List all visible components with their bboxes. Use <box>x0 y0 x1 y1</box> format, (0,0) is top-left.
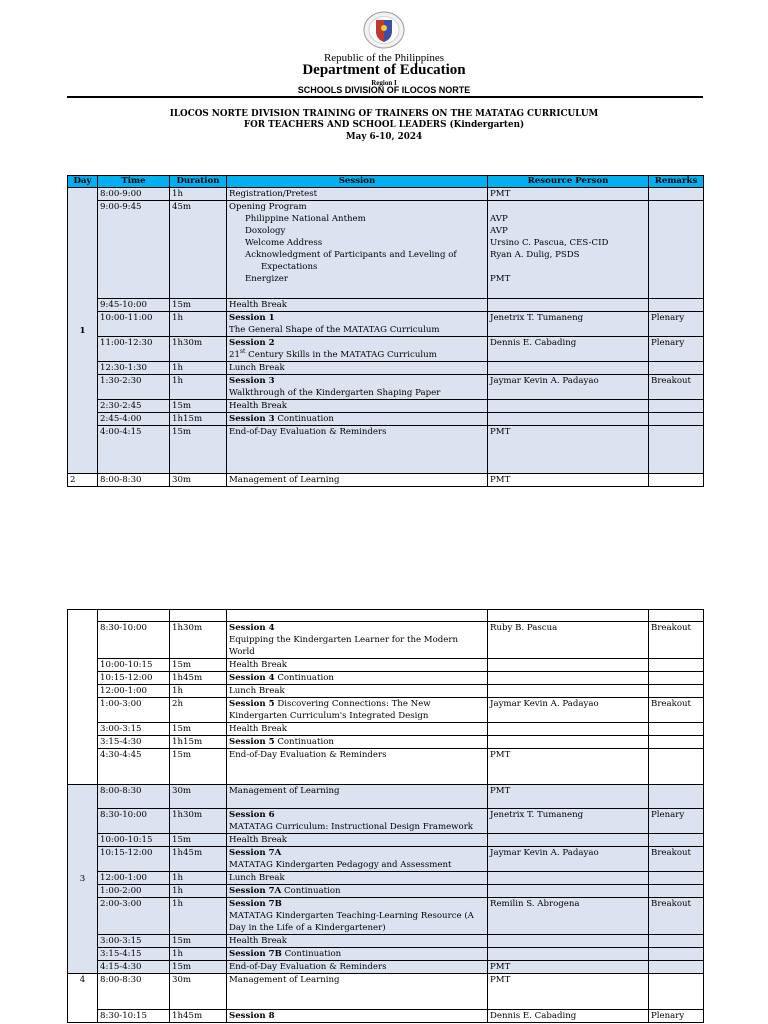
session-number: Session 7A <box>229 886 282 896</box>
session-number: Session 5 <box>229 699 275 709</box>
remarks-cell <box>649 736 704 749</box>
table-row <box>68 312 704 337</box>
time-cell: 11:00-12:30 <box>98 337 170 362</box>
person-cell: PMT <box>488 188 649 201</box>
duration-cell: 1h <box>170 885 227 898</box>
opening-item: Philippine National Anthem <box>245 214 366 224</box>
day-cell-continuation <box>68 610 98 785</box>
table-row <box>68 961 704 974</box>
col-day: Day <box>68 176 98 188</box>
ordinal-suffix: st <box>239 348 246 356</box>
schedule-table-page1 <box>67 175 704 487</box>
time-cell: 4:30-4:45 <box>98 749 170 785</box>
person-cell: PMT <box>488 426 649 474</box>
table-row <box>68 809 704 834</box>
remarks-cell <box>649 299 704 312</box>
time-cell: 10:00-10:15 <box>98 659 170 672</box>
schedule-table-page2 <box>67 609 704 1023</box>
time-cell: 10:15-12:00 <box>98 847 170 872</box>
duration-cell: 1h30m <box>170 337 227 362</box>
session-cell: Management of Learning <box>227 785 488 809</box>
day-cell: 2 <box>68 474 98 487</box>
doc-title-date: May 6-10, 2024 <box>345 132 423 142</box>
time-cell: 2:30-2:45 <box>98 400 170 413</box>
session-cell <box>227 337 488 362</box>
person-cell: Jaymar Kevin A. Padayao <box>488 698 649 723</box>
remarks-cell: Plenary <box>649 809 704 834</box>
duration-cell: 1h <box>170 375 227 400</box>
session-cell <box>227 413 488 426</box>
time-cell: 12:00-1:00 <box>98 872 170 885</box>
doc-title-line2: FOR TEACHERS AND SCHOOL LEADERS (Kindergarten) <box>243 120 525 130</box>
session-title-text: Century Skills in the MATATAG Curriculum <box>248 350 437 360</box>
session-cell: Health Break <box>227 723 488 736</box>
remarks-cell <box>649 723 704 736</box>
person-cell: Jaymar Kevin A. Padayao <box>488 375 649 400</box>
duration-cell: 15m <box>170 426 227 474</box>
table-row <box>68 749 704 785</box>
session-cell: Health Break <box>227 834 488 847</box>
remarks-cell <box>649 474 704 487</box>
person-cell <box>488 362 649 375</box>
remarks-cell: Plenary <box>649 337 704 362</box>
remarks-cell <box>649 400 704 413</box>
duration-cell: 1h45m <box>170 672 227 685</box>
session-cell: Health Break <box>227 935 488 948</box>
person-cell <box>488 659 649 672</box>
remarks-cell <box>649 961 704 974</box>
session-number: Session 7B <box>229 949 282 959</box>
session-cell: End-of-Day Evaluation & Reminders <box>227 961 488 974</box>
table-row <box>68 785 704 809</box>
table-row <box>68 413 704 426</box>
col-resource-person: Resource Person <box>488 176 649 188</box>
remarks-cell <box>649 834 704 847</box>
session-cell <box>227 885 488 898</box>
session-cell <box>227 847 488 872</box>
session-cell <box>227 312 488 337</box>
session-number: Session 3 <box>229 414 275 424</box>
table-header-row <box>68 176 704 188</box>
remarks-cell <box>649 749 704 785</box>
table-row <box>68 847 704 872</box>
session-title: The General Shape of the MATATAG Curriculum <box>229 325 440 335</box>
department-name: Department of Education <box>302 62 466 78</box>
table-row <box>68 299 704 312</box>
duration-cell: 1h15m <box>170 413 227 426</box>
opening-item: Doxology <box>245 226 286 236</box>
session-number: Session 4 <box>229 623 275 633</box>
time-cell: 1:00-3:00 <box>98 698 170 723</box>
session-cell: Health Break <box>227 659 488 672</box>
session-cell: Health Break <box>227 299 488 312</box>
session-number: Session 3 <box>229 376 275 386</box>
opening-person: PMT <box>490 274 511 284</box>
person-cell <box>488 935 649 948</box>
table-row <box>68 723 704 736</box>
session-cell: End-of-Day Evaluation & Reminders <box>227 426 488 474</box>
table-row <box>68 834 704 847</box>
session-title: Continuation <box>283 886 341 896</box>
time-cell: 10:15-12:00 <box>98 672 170 685</box>
duration-cell: 15m <box>170 659 227 672</box>
table-row <box>68 400 704 413</box>
session-number: Session 2 <box>229 338 275 348</box>
session-number: Session 4 <box>229 673 275 683</box>
table-row <box>68 622 704 659</box>
remarks-cell: Breakout <box>649 698 704 723</box>
session-cell: Registration/Pretest <box>227 188 488 201</box>
session-cell <box>227 622 488 659</box>
duration-cell: 2h <box>170 698 227 723</box>
remarks-cell: Breakout <box>649 898 704 935</box>
col-duration: Duration <box>170 176 227 188</box>
session-title: MATATAG Kindergarten Pedagogy and Assessment <box>229 860 452 870</box>
session-cell: Health Break <box>227 400 488 413</box>
remarks-cell: Breakout <box>649 375 704 400</box>
remarks-cell: Breakout <box>649 622 704 659</box>
person-cell: Dennis E. Cabading <box>488 337 649 362</box>
duration-cell: 1h <box>170 948 227 961</box>
duration-cell: 1h <box>170 312 227 337</box>
time-cell: 2:45-4:00 <box>98 413 170 426</box>
session-cell <box>227 698 488 723</box>
person-cell <box>488 672 649 685</box>
person-cell: Jenetrix T. Tumaneng <box>488 312 649 337</box>
table-row <box>68 935 704 948</box>
duration-cell: 1h <box>170 898 227 935</box>
time-cell: 8:00-8:30 <box>98 474 170 487</box>
time-cell: 1:00-2:00 <box>98 885 170 898</box>
duration-cell: 1h <box>170 362 227 375</box>
table-row <box>68 885 704 898</box>
remarks-cell <box>649 188 704 201</box>
person-cell: PMT <box>488 474 649 487</box>
duration-cell: 1h <box>170 685 227 698</box>
table-row <box>68 898 704 935</box>
duration-cell: 1h30m <box>170 622 227 659</box>
table-row <box>68 948 704 961</box>
remarks-cell <box>649 201 704 299</box>
session-title: Continuation <box>277 414 334 424</box>
session-title: Equipping the Kindergarten Learner for the Modern World <box>229 635 459 657</box>
session-cell <box>227 201 488 299</box>
duration-cell: 15m <box>170 749 227 785</box>
duration-cell: 15m <box>170 299 227 312</box>
remarks-cell: Plenary <box>649 1010 704 1023</box>
remarks-cell <box>649 426 704 474</box>
person-cell: PMT <box>488 961 649 974</box>
duration-cell: 30m <box>170 974 227 1010</box>
duration-cell: 1h30m <box>170 809 227 834</box>
day-cell: 3 <box>68 785 98 974</box>
remarks-cell <box>649 659 704 672</box>
person-cell <box>488 201 649 299</box>
session-cell <box>227 948 488 961</box>
remarks-cell <box>649 685 704 698</box>
session-cell: Session 8 <box>227 1010 488 1023</box>
session-number: Session 7A <box>229 848 282 858</box>
session-cell <box>227 375 488 400</box>
time-cell: 9:00-9:45 <box>98 201 170 299</box>
table-row <box>68 659 704 672</box>
person-cell: Remilin S. Abrogena <box>488 898 649 935</box>
opening-person: AVP <box>490 226 508 236</box>
person-cell <box>488 723 649 736</box>
duration-cell: 15m <box>170 834 227 847</box>
division-name: SCHOOLS DIVISION OF ILOCOS NORTE <box>297 85 471 95</box>
time-cell: 8:00-8:30 <box>98 974 170 1010</box>
table-row <box>68 474 704 487</box>
col-remarks: Remarks <box>649 176 704 188</box>
region-line: Region I <box>371 79 397 87</box>
duration-cell: 1h <box>170 872 227 885</box>
remarks-cell <box>649 672 704 685</box>
table-row <box>68 1010 704 1023</box>
table-row <box>68 375 704 400</box>
time-cell: 3:00-3:15 <box>98 723 170 736</box>
session-cell: End-of-Day Evaluation & Reminders <box>227 749 488 785</box>
person-cell <box>488 736 649 749</box>
duration-cell: 1h45m <box>170 847 227 872</box>
person-cell <box>488 834 649 847</box>
session-title: Continuation <box>284 949 342 959</box>
session-cell: Lunch Break <box>227 685 488 698</box>
duration-cell: 30m <box>170 785 227 809</box>
remarks-cell <box>649 413 704 426</box>
remarks-cell: Breakout <box>649 847 704 872</box>
time-cell: 4:00-4:15 <box>98 426 170 474</box>
table-row <box>68 736 704 749</box>
day-cell: 1 <box>68 188 98 474</box>
day-cell: 4 <box>68 974 98 1023</box>
table-row <box>68 974 704 1010</box>
person-cell <box>488 413 649 426</box>
time-cell: 10:00-11:00 <box>98 312 170 337</box>
remarks-cell <box>649 885 704 898</box>
remarks-cell <box>649 948 704 961</box>
opening-person: AVP <box>490 214 508 224</box>
opening-item: Acknowledgment of Participants and Leveling of <box>245 250 457 260</box>
col-session: Session <box>227 176 488 188</box>
header-divider <box>67 96 703 98</box>
duration-cell: 15m <box>170 961 227 974</box>
table-row <box>68 337 704 362</box>
session-number: Session 7B <box>229 899 282 909</box>
table-row <box>68 362 704 375</box>
person-cell <box>488 872 649 885</box>
duration-cell: 15m <box>170 935 227 948</box>
time-cell: 1:30-2:30 <box>98 375 170 400</box>
republic-line: Republic of the Philippines <box>323 52 445 64</box>
duration-cell: 15m <box>170 400 227 413</box>
time-cell: 4:15-4:30 <box>98 961 170 974</box>
table-row <box>68 872 704 885</box>
person-cell <box>488 685 649 698</box>
session-title: Discovering Connections: The New Kindergarten Curriculum's Integrated Design <box>229 699 431 721</box>
session-cell: Management of Learning <box>227 974 488 1010</box>
time-cell: 3:15-4:15 <box>98 948 170 961</box>
session-cell: Lunch Break <box>227 872 488 885</box>
time-cell: 8:30-10:00 <box>98 622 170 659</box>
session-cell <box>227 736 488 749</box>
session-number: Session 6 <box>229 810 275 820</box>
deped-seal-logo <box>359 11 409 49</box>
remarks-cell <box>649 935 704 948</box>
remarks-cell <box>649 872 704 885</box>
session-cell: Management of Learning <box>227 474 488 487</box>
session-title: Continuation <box>277 737 334 747</box>
duration-cell: 15m <box>170 723 227 736</box>
doc-title-line1: ILOCOS NORTE DIVISION TRAINING OF TRAINERS ON THE MATATAG CURRICULUM <box>169 109 599 119</box>
ordinal-number: 21 <box>229 350 240 360</box>
session-number: Session 1 <box>229 313 275 323</box>
duration-cell: 1h45m <box>170 1010 227 1023</box>
table-row <box>68 672 704 685</box>
remarks-cell <box>649 785 704 809</box>
table-row <box>68 685 704 698</box>
time-cell: 9:45-10:00 <box>98 299 170 312</box>
remarks-cell <box>649 362 704 375</box>
session-title: MATATAG Kindergarten Teaching-Learning Resource (A Day in the Life of a Kindergartener) <box>229 911 474 933</box>
session-cell: Lunch Break <box>227 362 488 375</box>
person-cell: PMT <box>488 974 649 1010</box>
session-title: MATATAG Curriculum: Instructional Design Framework <box>229 822 474 832</box>
person-cell: PMT <box>488 749 649 785</box>
table-row <box>68 426 704 474</box>
opening-item: Energizer <box>245 274 288 284</box>
duration-cell: 45m <box>170 201 227 299</box>
session-cell <box>227 898 488 935</box>
person-cell <box>488 885 649 898</box>
table-row <box>68 188 704 201</box>
opening-program-title: Opening Program <box>229 202 307 212</box>
person-cell: Ruby B. Pascua <box>488 622 649 659</box>
time-cell: 8:00-9:00 <box>98 188 170 201</box>
session-cell <box>227 672 488 685</box>
session-number: Session 5 <box>229 737 275 747</box>
person-cell <box>488 400 649 413</box>
opening-person: Ursino C. Pascua, CES-CID <box>490 238 609 248</box>
duration-cell: 30m <box>170 474 227 487</box>
time-cell: 2:00-3:00 <box>98 898 170 935</box>
opening-item: Expectations <box>261 262 318 272</box>
person-cell: Jaymar Kevin A. Padayao <box>488 847 649 872</box>
time-cell: 3:00-3:15 <box>98 935 170 948</box>
time-cell: 8:00-8:30 <box>98 785 170 809</box>
session-title <box>229 349 485 361</box>
remarks-cell <box>649 974 704 1010</box>
person-cell: PMT <box>488 785 649 809</box>
time-cell: 12:00-1:00 <box>98 685 170 698</box>
time-cell: 3:15-4:30 <box>98 736 170 749</box>
session-title: Continuation <box>277 673 334 683</box>
person-cell <box>488 299 649 312</box>
table-row <box>68 610 704 622</box>
person-cell: Dennis E. Cabading <box>488 1010 649 1023</box>
session-cell <box>227 809 488 834</box>
col-time: Time <box>98 176 170 188</box>
table-row <box>68 698 704 723</box>
duration-cell: 1h <box>170 188 227 201</box>
opening-person: Ryan A. Dulig, PSDS <box>490 250 580 260</box>
duration-cell: 1h15m <box>170 736 227 749</box>
time-cell: 8:30-10:00 <box>98 809 170 834</box>
opening-item: Welcome Address <box>245 238 323 248</box>
table-row <box>68 201 704 299</box>
time-cell: 8:30-10:15 <box>98 1010 170 1023</box>
remarks-cell: Plenary <box>649 312 704 337</box>
time-cell: 12:30-1:30 <box>98 362 170 375</box>
person-cell: Jenetrix T. Tumaneng <box>488 809 649 834</box>
time-cell: 10:00-10:15 <box>98 834 170 847</box>
session-title: Walkthrough of the Kindergarten Shaping Paper <box>229 388 441 398</box>
person-cell <box>488 948 649 961</box>
